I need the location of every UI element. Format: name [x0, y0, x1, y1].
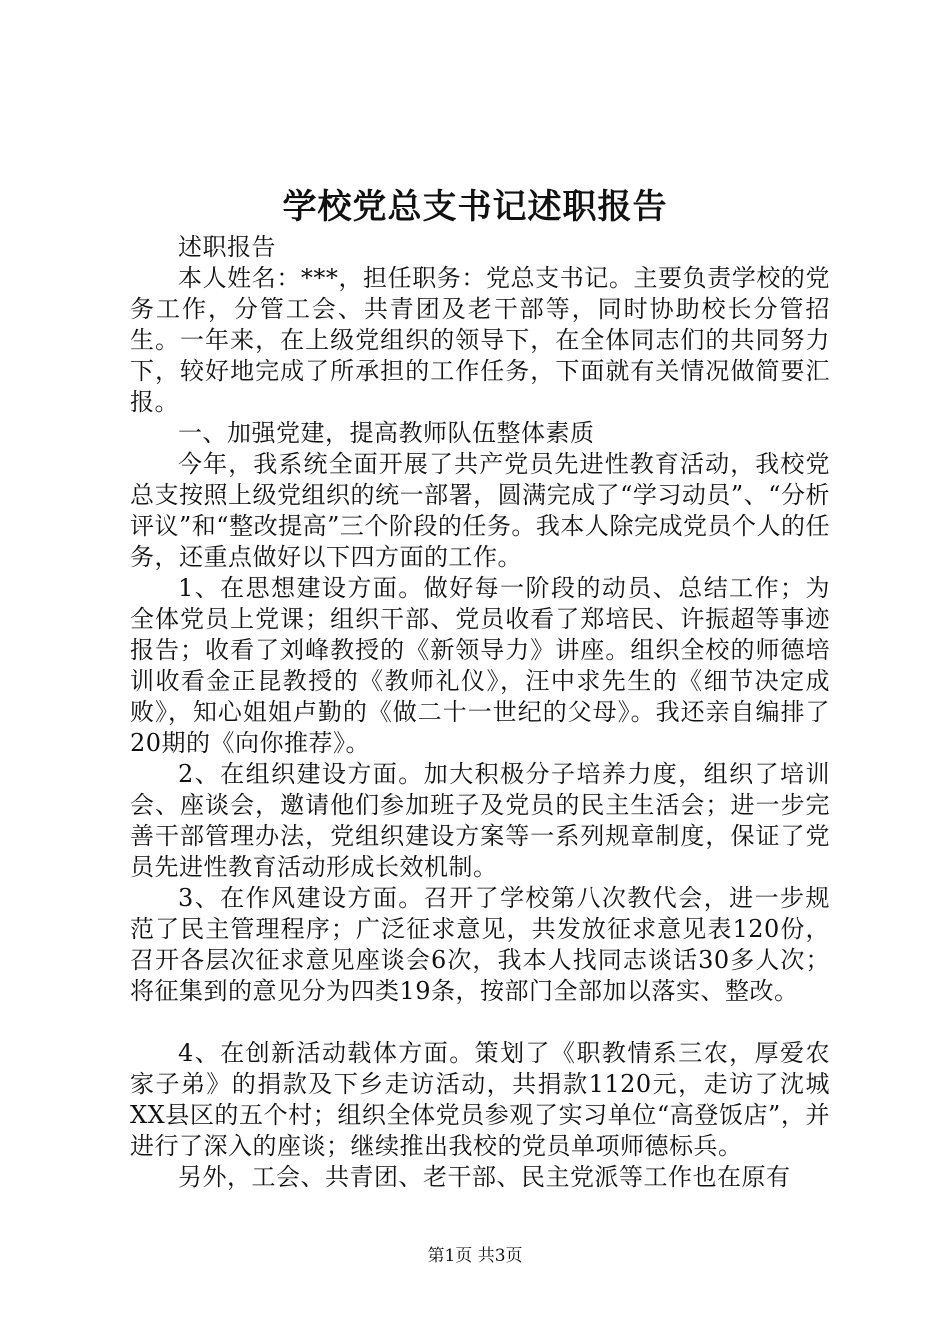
paragraph-ideological-building: 1、在思想建设方面。做好每一阶段的动员、总结工作；为全体党员上党课；组织干部、党员收看了郑培民、许振超等事迹报告；收看了刘峰教授的《新领导力》讲座。组织全校的师德培训收看金正昆教授的《教师礼仪》，汪中求先生的《细节决定成败》，知心姐姐卢勤的《做二十一世纪的父母》。我还亲自编排了20期的《向你推荐》。 [130, 574, 830, 757]
document-body [130, 232, 830, 1193]
paragraph-education-activity: 今年，我系统全面开展了共产党员先进性教育活动，我校党总支按照上级党组织的统一部署，圆满完成了“学习动员”、“分析评议”和“整改提高”三个阶段的任务。我本人除完成党员个人的任务，还重点做好以下四方面的工作。 [130, 450, 830, 571]
page-footer: 第1页 共3页 [427, 1246, 523, 1266]
paragraph-organizational-building: 2、在组织建设方面。加大积极分子培养力度，组织了培训会、座谈会，邀请他们参加班子及党员的民主生活会；进一步完善干部管理办法，党组织建设方案等一系列规章制度，保证了党员先进性教育活动形成长效机制。 [130, 760, 830, 881]
paragraph-other-work: 另外，工会、共青团、老干部、民主党派等工作也在原有 [178, 1163, 791, 1191]
paragraph-intro: 本人姓名：***，担任职务：党总支书记。主要负责学校的党务工作，分管工会、共青团及老干部等，同时协助校长分管招生。一年来，在上级党组织的领导下，在全体同志们的共同努力下，较好地完成了所承担的工作任务，下面就有关情况做简要汇报。 [130, 264, 830, 416]
section-heading-party-building: 一、加强党建，提高教师队伍整体素质 [178, 419, 595, 447]
paragraph-innovation-activities: 4、在创新活动载体方面。策划了《职教情系三农，厚爱农家子弟》的捐款及下乡走访活动，共捐款1120元，走访了沈城XX县区的五个村；组织全体党员参观了实习单位“高登饭店”，并进行了深入的座谈；继续推出我校的党员单项师德标兵。 [130, 1039, 830, 1160]
paragraph-heading-report: 述职报告 [178, 233, 276, 261]
paragraph-work-style-building: 3、在作风建设方面。召开了学校第八次教代会，进一步规范了民主管理程序；广泛征求意见，共发放征求意见表120份，召开各层次征求意见座谈会6次，我本人找同志谈话30多人次；将征集到的意见分为四类19条，按部门全部加以落实、整改。 [130, 884, 830, 1005]
document-title: 学校党总支书记述职报告 [282, 187, 668, 227]
